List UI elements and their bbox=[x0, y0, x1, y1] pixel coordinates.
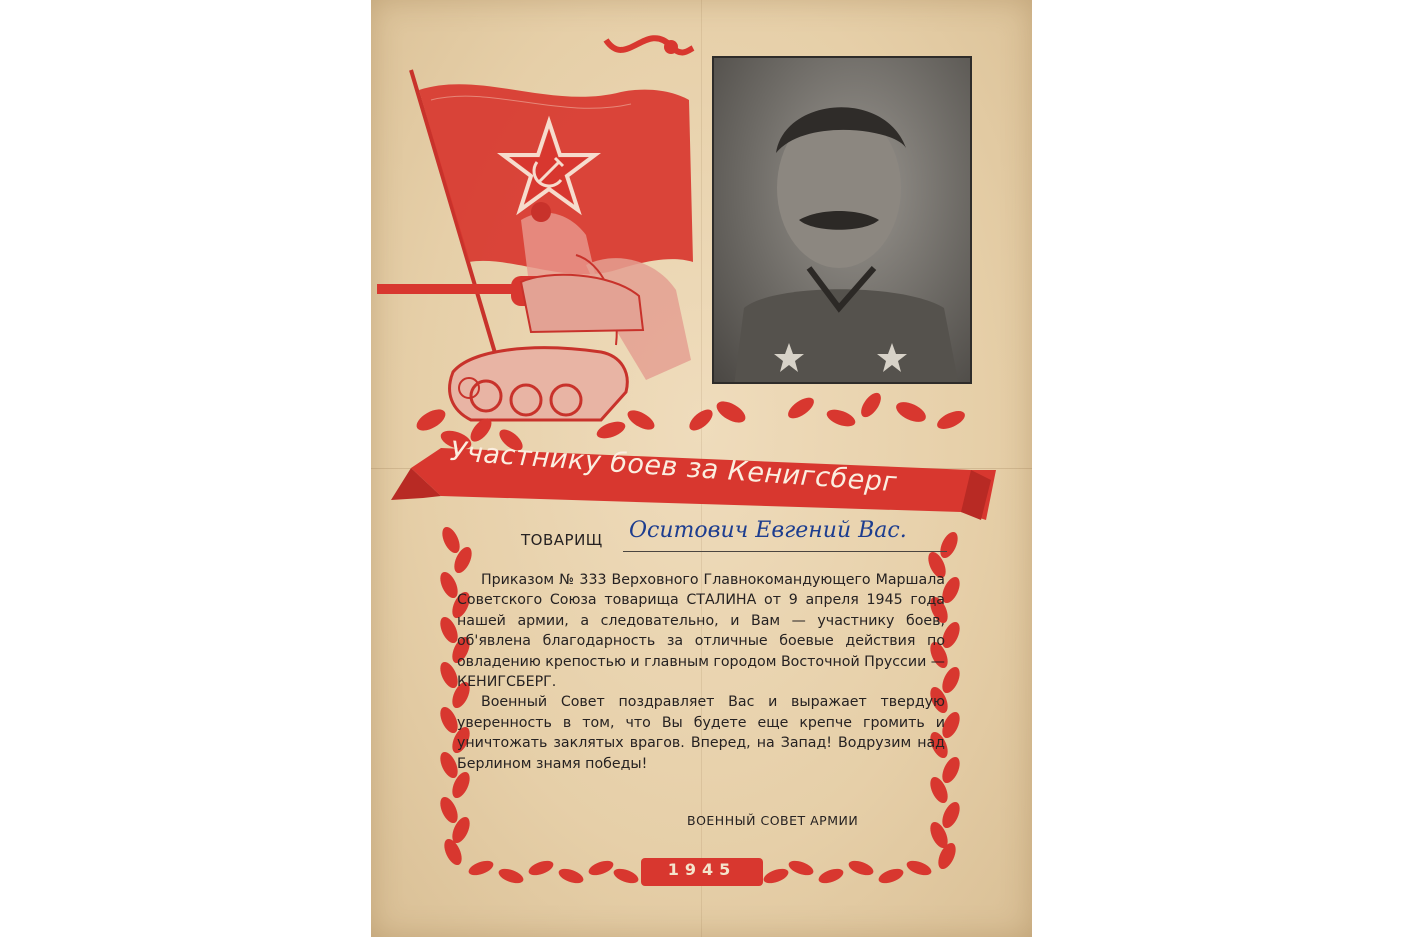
certificate-sheet bbox=[371, 0, 1032, 937]
paragraph-order: Приказом № 333 Верховного Главнокомандующего Маршала Советского Союза товарища СТАЛИНА от 9 апреля 1945 года нашей армии, а следовательно, и Вам — участнику боев, об'явлена благодарность за отличные боевые действия по овладению крепостью и главным городом Восточной Пруссии — КЕНИГСБЕРГ. bbox=[457, 572, 945, 691]
portrait-image bbox=[712, 56, 972, 384]
paragraph-congratulation: Военный Совет поздравляет Вас и выражает твердую уверенность в том, что Вы будете еще крепче громить и уничтожать заклятых врагов. Вперед, на Запад! Водрузим над Берлином знамя победы! bbox=[457, 694, 945, 772]
certificate-body bbox=[457, 570, 945, 774]
tank-icon bbox=[377, 275, 643, 420]
signature: ВОЕННЫЙ СОВЕТ АРМИИ bbox=[687, 813, 859, 828]
address-label: ТОВАРИЩ bbox=[521, 531, 603, 549]
ribbon-title: Участнику боев за Кенигсберг bbox=[449, 436, 899, 499]
recipient-name-handwritten: Оситович Евгений Вас. bbox=[629, 518, 907, 543]
year-label: 1945 bbox=[667, 860, 737, 879]
recipient-underline bbox=[623, 551, 947, 552]
